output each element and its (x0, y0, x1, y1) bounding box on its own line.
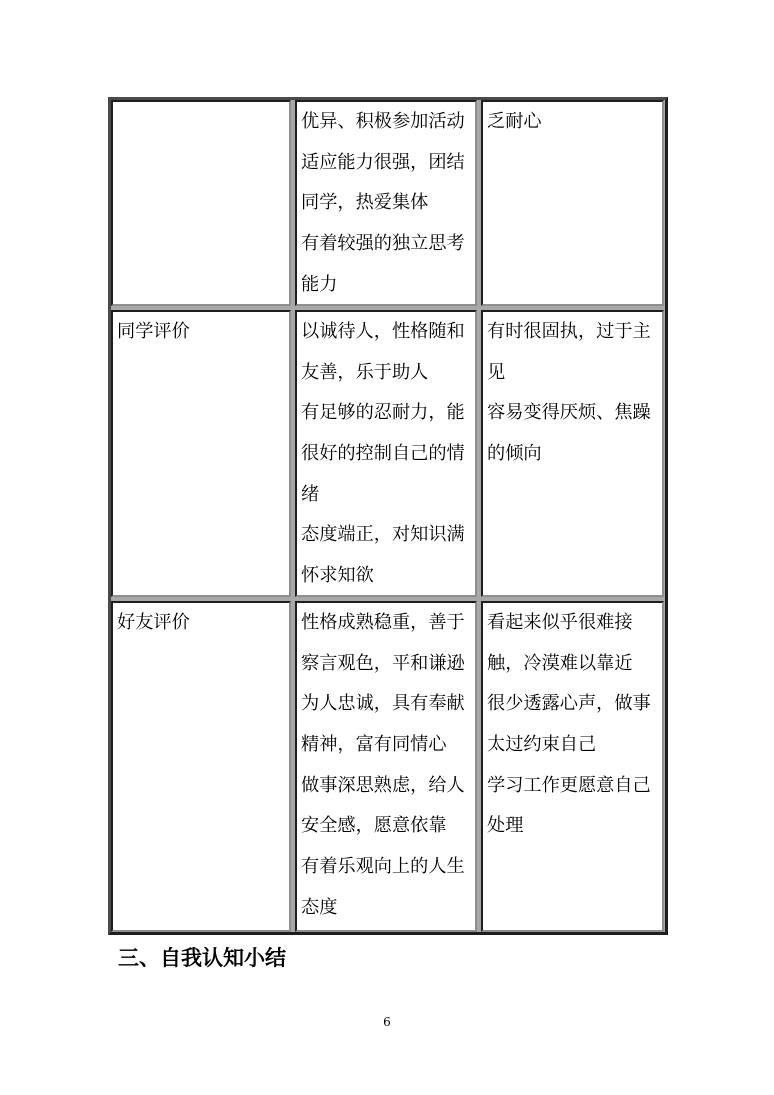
cell-text-line: 为人忠诚，具有奉献 (301, 693, 465, 715)
table-row (111, 601, 665, 932)
cell-text-line: 有着乐观向上的人生 (301, 856, 465, 878)
cell-text-line: 安全感，愿意依靠 (301, 815, 447, 837)
row-label-cell (111, 100, 291, 306)
cell-text-line: 态度 (301, 896, 338, 918)
cell-text-line: 见 (487, 361, 506, 383)
cell-text-line: 学习工作更愿意自己 (487, 774, 651, 796)
cell-text-line: 处理 (487, 815, 524, 837)
right-column-cell (481, 601, 664, 932)
cell-text-line: 有足够的忍耐力，能 (301, 402, 465, 424)
middle-column-cell (295, 100, 477, 306)
row-label: 好友评价 (117, 612, 190, 633)
cell-text-line: 友善，乐于助人 (301, 361, 429, 383)
cell-text-line: 怀求知欲 (301, 565, 374, 587)
evaluation-table (108, 97, 668, 935)
cell-text-line: 很好的控制自己的情 (301, 443, 465, 465)
cell-text-line: 做事深思熟虑，给人 (301, 774, 465, 796)
cell-text-line: 乏耐心 (487, 111, 542, 132)
table-row (111, 100, 665, 306)
cell-text-line: 有时很固执，过于主 (487, 321, 651, 342)
row-label-cell (111, 310, 291, 597)
cell-text-line: 看起来似乎很难接 (487, 612, 633, 633)
middle-column-cell (295, 601, 477, 932)
middle-column-cell (295, 310, 477, 597)
table-row (111, 310, 665, 597)
cell-text-line: 绪 (301, 483, 320, 505)
cell-text-line: 有着较强的独立思考 (301, 233, 465, 255)
cell-text-line: 很少透露心声，做事 (487, 693, 651, 715)
row-label: 同学评价 (117, 321, 190, 342)
cell-text-line: 精神，富有同情心 (301, 734, 447, 756)
cell-text-line: 态度端正，对知识满 (301, 524, 465, 546)
cell-text-line: 触，冷漠难以靠近 (487, 652, 633, 674)
page-number: 6 (383, 1015, 391, 1029)
cell-text-line: 性格成熟稳重，善于 (301, 612, 465, 633)
cell-text-line: 以诚待人，性格随和 (301, 321, 465, 342)
cell-text-line: 容易变得厌烦、焦躁 (487, 402, 651, 424)
right-column-cell (481, 310, 664, 597)
cell-text-line: 察言观色，平和谦逊 (301, 652, 465, 674)
section-heading: 三、自我认知小结 (118, 945, 286, 970)
cell-text-line: 适应能力很强，团结 (301, 151, 465, 173)
cell-text-line: 的倾向 (487, 443, 542, 465)
cell-text-line: 太过约束自己 (487, 734, 597, 756)
row-label-cell (111, 601, 291, 932)
cell-text-line: 优异、积极参加活动 (301, 111, 465, 132)
right-column-cell (481, 100, 664, 306)
cell-text-line: 能力 (301, 273, 338, 295)
cell-text-line: 同学，热爱集体 (301, 192, 429, 214)
